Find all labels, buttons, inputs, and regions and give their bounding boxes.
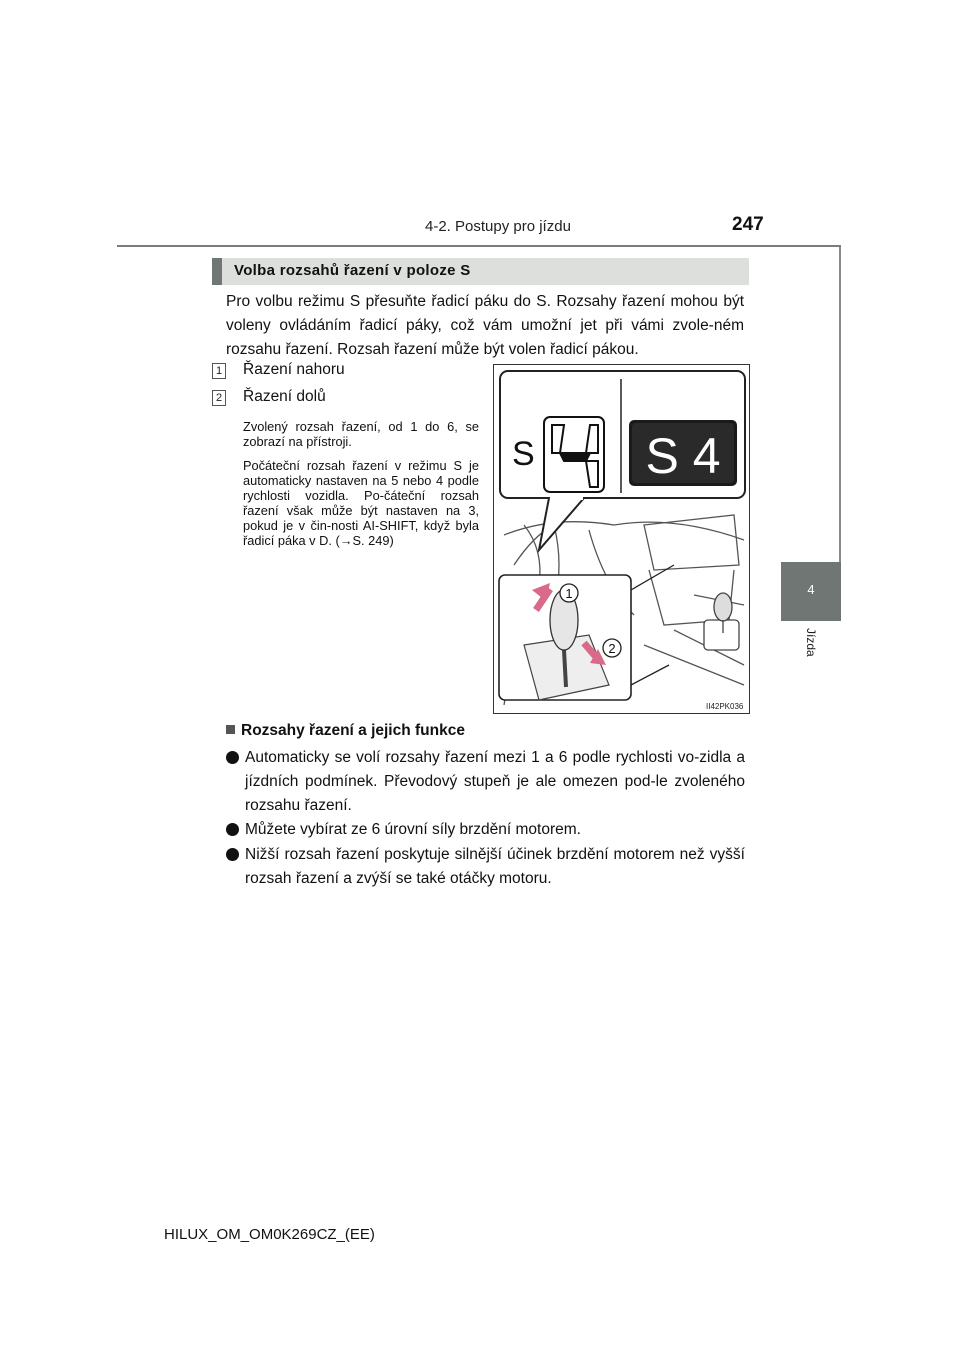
note-initial-range: Počáteční rozsah řazení v režimu S je automaticky nastaven na 5 nebo 4 podle rychlosti vozidla. Po-čáteční rozsah řazení však může být nastaven na 3, pokud je v čin-nosti AI-SHIFT, když byla řadicí páka v D. (→S. 249) (243, 458, 479, 548)
callout-1-label: 1 (565, 586, 573, 601)
shift-lever-illustration (493, 364, 750, 714)
side-tab-divider (839, 247, 841, 562)
bullet-dot-icon (226, 823, 239, 836)
item-label-shift-up: Řazení nahoru (243, 361, 345, 378)
item-badge-2: 2 (212, 390, 226, 406)
header-divider (117, 245, 841, 247)
subsection-heading (226, 722, 465, 740)
footer-doc-code: HILUX_OM_OM0K269CZ_(EE) (164, 1226, 375, 1243)
section-title: Volba rozsahů řazení v poloze S (234, 262, 471, 279)
section-heading-bar (212, 258, 749, 285)
bullet-dot-icon (226, 751, 239, 764)
subsection-title: Rozsahy řazení a jejich funkce (241, 722, 465, 739)
item-label-shift-down: Řazení dolů (243, 388, 326, 405)
item-badge-1: 1 (212, 363, 226, 379)
display-s-letter: S (512, 435, 535, 473)
callout-pointer (539, 498, 584, 550)
bullet-item: Automaticky se volí rozsahy řazení mezi 1 a 6 podle rychlosti vo-zidla a jízdních podmínek. Převodový stupeň je ale omezen pod-le zvoleného rozsahu řazení. (226, 746, 745, 818)
chapter-number: 4 (807, 582, 815, 597)
chapter-tab (781, 562, 841, 621)
bullet-item: Můžete vybírat ze 6 úrovní síly brzdění motorem. (226, 818, 745, 842)
callout-2-label: 2 (608, 641, 616, 656)
segment-digit-icon (544, 417, 604, 492)
intro-paragraph: Pro volbu režimu S přesuňte řadicí páku do S. Rozsahy řazení mohou být voleny ovládáním řadicí páky, což vám umožní jet při vámi zvole-ném rozsahu řazení. Rozsah řazení může být volen řadicí pákou. (226, 293, 744, 358)
page-number: 247 (732, 214, 764, 235)
small-shifter (704, 593, 739, 650)
figure-code: II42PK036 (706, 702, 744, 711)
illustration-svg (494, 365, 750, 714)
shifter-inset (499, 565, 674, 700)
note-display-range: Zvolený rozsah řazení, od 1 do 6, se zobrazí na přístroji. (243, 419, 479, 449)
bullet-item: Nižší rozsah řazení poskytuje silnější účinek brzdění motorem než vyšší rozsah řazení a zvýší se také otáčky motoru. (226, 843, 745, 891)
header-section-title: 4-2. Postupy pro jízdu (425, 218, 571, 235)
gear-display-text: S 4 (645, 428, 721, 484)
square-bullet-icon (226, 725, 235, 734)
chapter-label: Jízda (804, 628, 818, 657)
bullet-dot-icon (226, 848, 239, 861)
